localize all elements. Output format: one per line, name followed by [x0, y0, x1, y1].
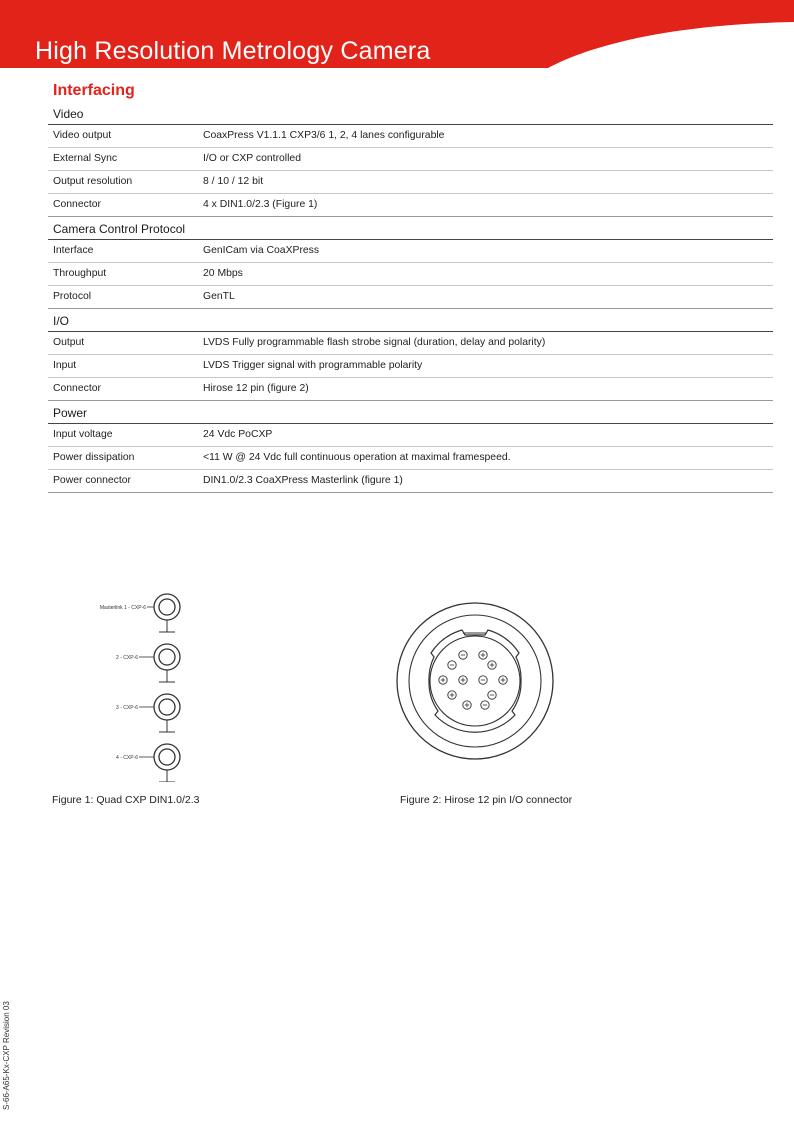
- row-label: Video output: [53, 130, 112, 141]
- table-row: [48, 125, 773, 148]
- group-heading: Camera Control Protocol: [48, 220, 773, 240]
- coax-connector-4: [116, 744, 180, 782]
- row-value: GenICam via CoaXPress: [203, 245, 320, 256]
- row-label: Power dissipation: [53, 452, 135, 463]
- table-row: [48, 378, 773, 401]
- row-value: GenTL: [203, 291, 235, 302]
- table-row: [48, 240, 773, 263]
- row-value: LVDS Fully programmable flash strobe signal (duration, delay and polarity): [203, 337, 546, 348]
- row-value: 8 / 10 / 12 bit: [203, 176, 264, 187]
- spec-group-video: [48, 105, 773, 217]
- connector-label: Masterlink 1 - CXP-6: [99, 605, 146, 611]
- row-value: Hirose 12 pin (figure 2): [203, 383, 309, 394]
- connector-label: 4 - CXP-6: [116, 755, 138, 761]
- group-heading: I/O: [48, 312, 773, 332]
- row-label: Connector: [53, 383, 101, 394]
- figure1-caption: Figure 1: Quad CXP DIN1.0/2.3: [52, 794, 200, 806]
- row-value: 4 x DIN1.0/2.3 (Figure 1): [203, 199, 318, 210]
- group-heading: Video: [48, 105, 773, 125]
- row-value: 20 Mbps: [203, 268, 243, 279]
- row-label: Input: [53, 360, 77, 371]
- row-label: Power connector: [53, 475, 131, 486]
- table-row: [48, 470, 773, 493]
- connector-label: 2 - CXP-6: [116, 655, 138, 661]
- row-label: Output resolution: [53, 176, 133, 187]
- row-value: I/O or CXP controlled: [203, 153, 301, 164]
- spec-table: [48, 105, 773, 493]
- table-row: [48, 148, 773, 171]
- coax-connector-2: [116, 644, 180, 682]
- page-title: High Resolution Metrology Camera: [35, 37, 431, 65]
- spec-group-camera-control: [48, 220, 773, 309]
- row-label: Interface: [53, 245, 94, 256]
- table-row: [48, 263, 773, 286]
- row-label: Connector: [53, 199, 101, 210]
- row-label: Throughput: [53, 268, 107, 279]
- table-row: [48, 332, 773, 355]
- row-value: <11 W @ 24 Vdc full continuous operation at maximal framespeed.: [203, 452, 511, 463]
- document-revision-note: S-66-A65-Kx-CXP Revision 03: [2, 1001, 11, 1110]
- row-label: Input voltage: [53, 429, 113, 440]
- spec-group-io: [48, 312, 773, 401]
- connector-outer-ring: [397, 603, 553, 759]
- table-row: [48, 424, 773, 447]
- row-value: LVDS Trigger signal with programmable polarity: [203, 360, 423, 371]
- row-label: External Sync: [53, 153, 118, 164]
- table-row: [48, 194, 773, 217]
- coax-connector-1: [100, 594, 180, 632]
- table-row: [48, 355, 773, 378]
- group-heading: Power: [48, 404, 773, 424]
- row-value: DIN1.0/2.3 CoaXPress Masterlink (figure 1): [203, 475, 403, 486]
- connector-insulator: [430, 636, 520, 726]
- coax-connector-3: [116, 694, 180, 732]
- figure1-diagram: [80, 592, 210, 782]
- figure2-diagram: [395, 597, 555, 765]
- table-row: [48, 171, 773, 194]
- row-label: Protocol: [53, 291, 92, 302]
- connector-label: 3 - CXP-6: [116, 705, 138, 711]
- pin-group: [439, 651, 507, 709]
- spec-group-power: [48, 404, 773, 493]
- row-value: 24 Vdc PoCXP: [203, 429, 273, 440]
- row-label: Output: [53, 337, 85, 348]
- table-row: [48, 447, 773, 470]
- figure2-caption: Figure 2: Hirose 12 pin I/O connector: [400, 794, 573, 806]
- row-value: CoaxPress V1.1.1 CXP3/6 1, 2, 4 lanes configurable: [203, 130, 445, 141]
- table-row: [48, 286, 773, 309]
- page-header: [0, 0, 794, 70]
- section-title: Interfacing: [53, 82, 135, 99]
